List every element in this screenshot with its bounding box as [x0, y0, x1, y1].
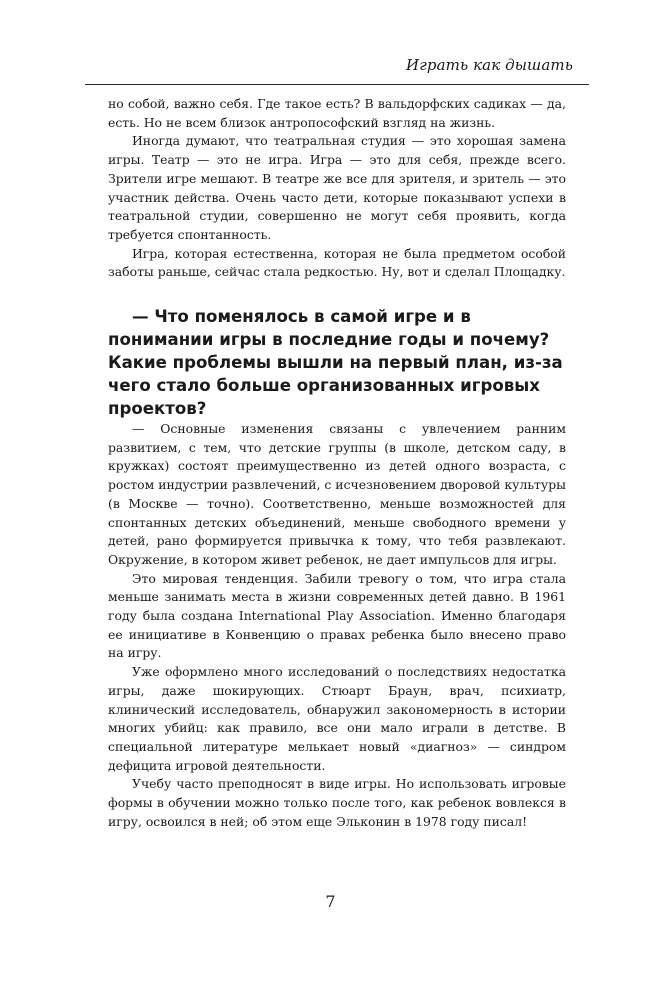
- paragraph-answer-changes: — Основные изменения связаны с увлечением ранним развитием, с тем, что детские группы (в школе, детском саду, в кружках) состоят преимущественно из детей одного возраста, с ростом индустрии развлечений, с исчезновением дворовой культуры (в Москве — точно). Соответственно, меньше возможностей для спонтанных детских объединений, меньше свободного времени у детей, рано формируется привычка к тому, что тебя развлекают. Окружение, в котором живет ребенок, не дает импульсов для игры.: [108, 421, 566, 567]
- paragraph-continuation: но собой, важно себя. Где такое есть? В вальдорфских садиках — да, есть. Но не всем близок антропософский взгляд на жизнь.: [108, 96, 566, 130]
- interview-question: — Что поменялось в самой игре и в понимании игры в последние годы и почему? Какие проблемы вышли на первый план, из-за чего стало больше организованных игровых проектов?: [108, 307, 563, 419]
- body-text: [108, 95, 566, 832]
- paragraph-world-trend: Это мировая тенденция. Забили тревогу о том, что игра стала меньше занимать места в жизни современных детей давно. В 1961 году была создана International Play Association. Именно благодаря ее инициативе в Конвенцию о правах ребенка было внесено право на игру.: [108, 570, 566, 661]
- paragraph-research: Уже оформлено много исследований о последствиях недостатка игры, даже шокирующих. Стюарт Браун, врач, психиатр, клинический исследователь, обнаружил закономерность в истории многих убийц: как правило, все они мало играли в детстве. В специальной литературе мелькает новый «диагноз» — синдром дефицита игровой деятельности.: [108, 664, 566, 773]
- header-rule: [85, 84, 589, 85]
- page-number: 7: [325, 892, 336, 911]
- paragraph-rarity: Игра, которая естественна, которая не была предметом особой заботы раньше, сейчас стала редкостью. Ну, вот и сделал Площадку.: [108, 245, 566, 280]
- paragraph-learning: Учебу часто преподносят в виде игры. Но использовать игровые формы в обучении можно только после того, как ребенок вовлекся в игру, освоился в ней; об этом еще Эльконин в 1978 году писал!: [108, 776, 566, 829]
- running-head: Играть как дышать: [406, 56, 573, 74]
- paragraph-theatre: Иногда думают, что театральная студия — это хорошая замена игры. Театр — это не игра. Игра — это для себя, прежде всего. Зрители игре мешают. В театре же все для зрителя, и зритель — это участник действа. Очень часто дети, которые показывают успехи в театральной студии, совершенно не могут себя проявить, когда требуется спонтанность.: [108, 133, 566, 242]
